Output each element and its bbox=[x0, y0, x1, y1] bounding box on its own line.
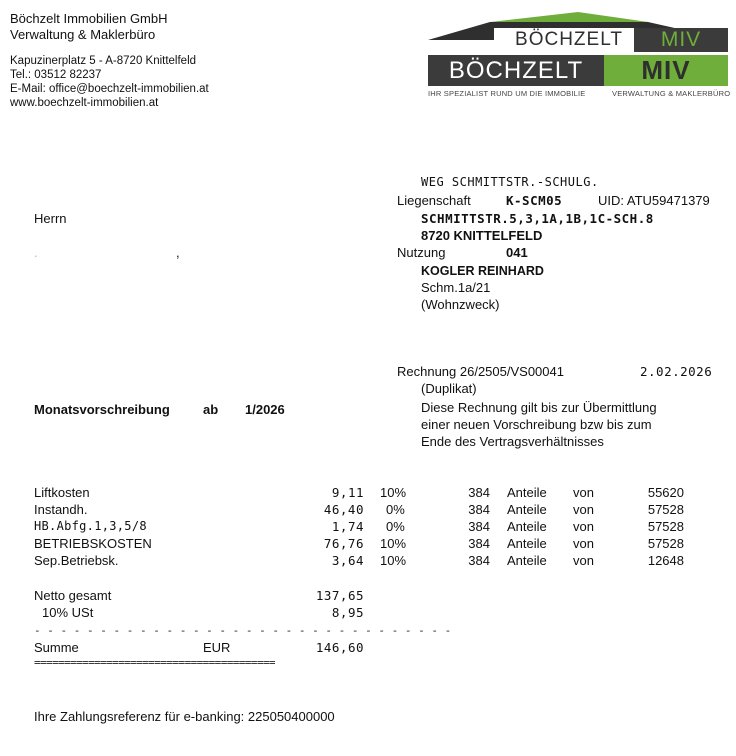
item-share: 384 bbox=[468, 485, 490, 500]
invoice-number: Rechnung 26/2505/VS00041 bbox=[397, 364, 564, 379]
sender-tel: Tel.: 03512 82237 bbox=[10, 69, 102, 81]
item-tax: 0% bbox=[386, 519, 405, 534]
item-tax: 10% bbox=[380, 536, 407, 551]
payment-reference: Ihre Zahlungsreferenz für e-banking: 225050400000 bbox=[34, 709, 335, 724]
item-total: 55620 bbox=[647, 485, 684, 500]
sum-value: 146,60 bbox=[315, 640, 364, 655]
property-purpose: (Wohnzweck) bbox=[421, 297, 500, 312]
item-tax: 10% bbox=[380, 553, 407, 568]
item-unit: Anteile bbox=[507, 485, 547, 500]
item-share: 384 bbox=[468, 519, 490, 534]
net-total-label: Netto gesamt bbox=[34, 588, 112, 603]
item-von: von bbox=[573, 536, 594, 551]
table-row bbox=[34, 501, 694, 518]
item-von: von bbox=[573, 485, 594, 500]
item-total: 57528 bbox=[647, 502, 684, 517]
vat-value: 8,95 bbox=[331, 605, 364, 620]
property-weg: WEG SCHMITTSTR.-SCHULG. bbox=[421, 175, 599, 189]
property-city: 8720 KNITTELFELD bbox=[421, 228, 543, 243]
vat-label: 10% USt bbox=[42, 605, 94, 620]
item-amount: 1,74 bbox=[331, 519, 364, 534]
logo-word-bottom: BÖCHZELT bbox=[428, 55, 604, 86]
company-logo bbox=[428, 10, 731, 100]
recipient-salutation: Herrn bbox=[34, 211, 67, 226]
table-row bbox=[34, 552, 694, 569]
recipient-name-redacted: . bbox=[34, 245, 38, 260]
sender-email: E-Mail: office@boechzelt-immobilien.at bbox=[10, 83, 209, 95]
item-label: Instandh. bbox=[34, 502, 88, 517]
item-unit: Anteile bbox=[507, 536, 547, 551]
invoice-period: 1/2026 bbox=[245, 402, 285, 417]
invoice-duplicate: (Duplikat) bbox=[421, 381, 477, 396]
item-tax: 0% bbox=[386, 502, 405, 517]
item-label: Liftkosten bbox=[34, 485, 90, 500]
item-share: 384 bbox=[468, 553, 490, 568]
item-label: HB.Abfg.1,3,5/8 bbox=[34, 519, 147, 533]
liegenschaft-code: K-SCM05 bbox=[506, 193, 563, 208]
net-total-value: 137,65 bbox=[315, 588, 364, 603]
item-amount: 3,64 bbox=[331, 553, 364, 568]
sum-currency: EUR bbox=[203, 640, 231, 655]
property-uid: UID: ATU59471379 bbox=[598, 193, 710, 208]
item-total: 12648 bbox=[647, 553, 684, 568]
logo-tagline-left: IHR SPEZIALIST RUND UM DIE IMMOBILIE bbox=[428, 89, 586, 98]
dashed-divider: - - - - - - - - - - - - - - - - - - - - - - - - - - - - - - - - bbox=[34, 624, 452, 637]
item-total: 57528 bbox=[647, 519, 684, 534]
item-unit: Anteile bbox=[507, 502, 547, 517]
table-row bbox=[34, 518, 694, 535]
invoice-note-line-1: Diese Rechnung gilt bis zur Übermittlung bbox=[421, 400, 657, 415]
item-von: von bbox=[573, 519, 594, 534]
sum-label: Summe bbox=[34, 640, 79, 655]
property-owner: KOGLER REINHARD bbox=[421, 264, 544, 278]
item-tax: 10% bbox=[380, 485, 407, 500]
item-label: Sep.Betriebsk. bbox=[34, 553, 119, 568]
item-amount: 9,11 bbox=[331, 485, 364, 500]
item-von: von bbox=[573, 553, 594, 568]
nutzung-code: 041 bbox=[506, 245, 528, 260]
logo-tagline-right: VERWALTUNG & MAKLERBÜRO bbox=[612, 89, 731, 98]
sender-subtitle: Verwaltung & Maklerbüro bbox=[10, 27, 156, 42]
item-unit: Anteile bbox=[507, 519, 547, 534]
table-row bbox=[34, 535, 694, 552]
item-share: 384 bbox=[468, 536, 490, 551]
table-row bbox=[34, 484, 694, 501]
logo-mark-bottom: MIV bbox=[604, 55, 728, 86]
double-divider: ======================================== bbox=[34, 656, 275, 669]
item-total: 57528 bbox=[647, 536, 684, 551]
property-street: SCHMITTSTR.5,3,1A,1B,1C-SCH.8 bbox=[421, 211, 654, 226]
item-label: BETRIEBSKOSTEN bbox=[34, 536, 152, 551]
invoice-title: Monatsvorschreibung bbox=[34, 402, 170, 417]
invoice-date: 2.02.2026 bbox=[640, 364, 713, 379]
item-share: 384 bbox=[468, 502, 490, 517]
sender-web: www.boechzelt-immobilien.at bbox=[10, 97, 159, 109]
item-unit: Anteile bbox=[507, 553, 547, 568]
invoice-note-line-3: Ende des Vertragsverhältnisses bbox=[421, 434, 604, 449]
logo-mark-top: MIV bbox=[634, 28, 728, 52]
liegenschaft-label: Liegenschaft bbox=[397, 193, 471, 208]
item-von: von bbox=[573, 502, 594, 517]
invoice-ab: ab bbox=[203, 402, 219, 417]
property-unit: Schm.1a/21 bbox=[421, 280, 491, 295]
recipient-name-comma: , bbox=[176, 245, 180, 260]
sender-company: Böchzelt Immobilien GmbH bbox=[10, 11, 168, 26]
invoice-note-line-2: einer neuen Vorschreibung bzw bis zum bbox=[421, 417, 652, 432]
nutzung-label: Nutzung bbox=[397, 245, 446, 260]
item-amount: 46,40 bbox=[323, 502, 364, 517]
logo-word-top: BÖCHZELT bbox=[494, 28, 644, 52]
item-amount: 76,76 bbox=[323, 536, 364, 551]
sender-address: Kapuzinerplatz 5 - A-8720 Knittelfeld bbox=[10, 55, 197, 67]
